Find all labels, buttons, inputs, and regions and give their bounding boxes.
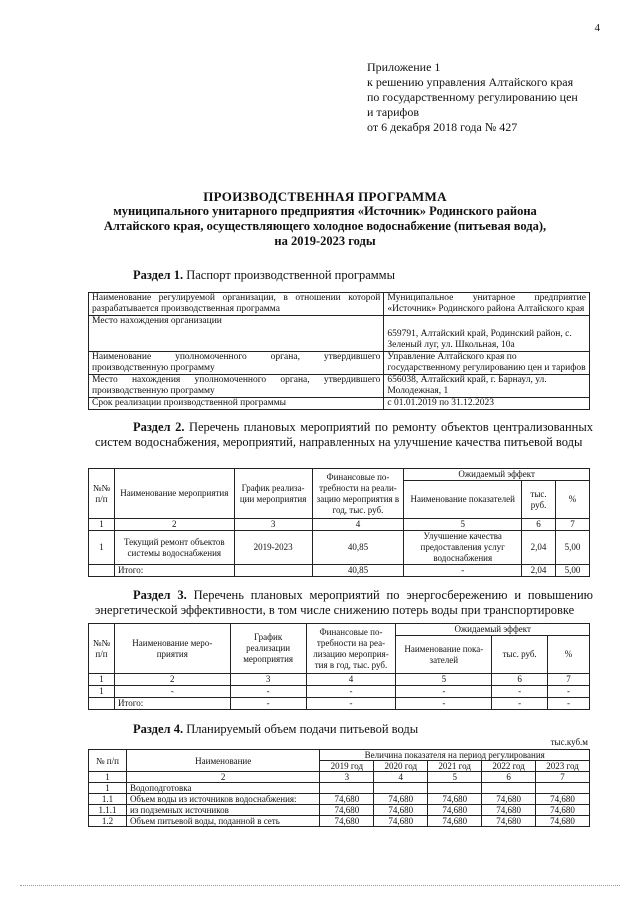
table-cell: 2 xyxy=(114,674,230,686)
table-cell: 6 xyxy=(522,519,556,531)
header-cell: тыс. руб. xyxy=(492,636,548,674)
header-cell: Наименование пока-зателей xyxy=(396,636,492,674)
table-cell: 74,680 xyxy=(374,794,428,805)
table-cell: 2 xyxy=(126,772,319,783)
header-cell: Наименование показателей xyxy=(404,481,522,519)
table-cell: Улучшение качества предоставления услуг водоснабжения xyxy=(404,531,522,565)
appendix-line: от 6 декабря 2018 года № 427 xyxy=(367,120,518,134)
table-cell: 5 xyxy=(428,772,482,783)
table-cell: 4 xyxy=(306,674,396,686)
table-cell: Наименование уполномоченного органа, утвердившего производственную программу xyxy=(89,352,384,375)
table-row xyxy=(89,794,590,805)
table-cell: 7 xyxy=(548,674,590,686)
table-cell: 74,680 xyxy=(320,816,374,827)
header-cell: Наименование меро-приятия xyxy=(114,624,230,674)
table-cell: 3 xyxy=(230,674,306,686)
table-cell xyxy=(89,565,115,577)
section1-heading xyxy=(133,268,395,283)
table-cell: 1.2 xyxy=(89,816,127,827)
section3-label: Раздел 3. xyxy=(133,588,187,602)
header-cell: Ожидаемый эффект xyxy=(396,624,590,636)
table-cell: 40,85 xyxy=(312,565,404,577)
table-cell: 74,680 xyxy=(320,805,374,816)
section3-text: Перечень плановых мероприятий по энергосбережению и повышению энергетической эффективности, в том числе снижению потерь воды при транспортировке xyxy=(95,588,594,617)
table-cell: 3 xyxy=(234,519,312,531)
column-number-row xyxy=(89,772,590,783)
table-cell: 2019-2023 xyxy=(234,531,312,565)
table-cell: 6 xyxy=(482,772,536,783)
table-header-row xyxy=(89,750,590,761)
table-cell xyxy=(320,783,374,794)
table-row xyxy=(89,783,590,794)
table-cell: с 01.01.2019 по 31.12.2023 xyxy=(384,398,590,410)
header-cell: % xyxy=(548,636,590,674)
passport-table xyxy=(88,292,590,410)
header-cell: % xyxy=(556,481,590,519)
table-cell: 5 xyxy=(404,519,522,531)
table-cell: 74,680 xyxy=(482,794,536,805)
table-cell: - xyxy=(114,686,230,698)
header-cell: № п/п xyxy=(89,750,127,772)
appendix-line: и тарифов xyxy=(367,105,420,119)
table-cell: 2 xyxy=(114,519,234,531)
table-cell: 1 xyxy=(89,686,115,698)
table-cell: 7 xyxy=(556,519,590,531)
table-cell xyxy=(536,783,590,794)
table-cell: 74,680 xyxy=(536,794,590,805)
section3-heading xyxy=(95,588,593,618)
table-cell: Текущий ремонт объектов системы водоснабжения xyxy=(114,531,234,565)
table-row xyxy=(89,805,590,816)
table-header-row xyxy=(89,469,590,481)
table-cell: 74,680 xyxy=(482,816,536,827)
table-cell: 74,680 xyxy=(428,794,482,805)
title-line: Алтайского края, осуществляющего холодное водоснабжение (питьевая вода), xyxy=(103,219,547,233)
table-row xyxy=(89,398,590,410)
table-cell: 4 xyxy=(312,519,404,531)
table-cell: 74,680 xyxy=(536,816,590,827)
table-cell: из подземных источников xyxy=(126,805,319,816)
table-cell: - xyxy=(548,698,590,710)
table-row xyxy=(89,375,590,398)
table-row xyxy=(89,293,590,316)
appendix-line: Приложение 1 xyxy=(367,60,441,74)
table-cell: 74,680 xyxy=(374,816,428,827)
table-cell: 74,680 xyxy=(536,805,590,816)
table-cell: 1 xyxy=(89,783,127,794)
table-row xyxy=(89,531,590,565)
title-main: ПРОИЗВОДСТВЕННАЯ ПРОГРАММА xyxy=(203,189,447,204)
table-cell: 1 xyxy=(89,519,115,531)
table-cell: - xyxy=(230,686,306,698)
header-cell: Финансовые по-требности на реа-лизацию мероприя-тия в год, тыс. руб. xyxy=(306,624,396,674)
table-cell: - xyxy=(396,698,492,710)
table-cell: Объем питьевой воды, поданной в сеть xyxy=(126,816,319,827)
table-cell: 1 xyxy=(89,772,127,783)
table-cell: 6 xyxy=(492,674,548,686)
total-row xyxy=(89,565,590,577)
appendix-line: по государственному регулированию цен xyxy=(367,90,578,104)
table-row xyxy=(89,686,590,698)
page-bottom-divider xyxy=(20,885,620,886)
header-cell: 2020 год xyxy=(374,761,428,772)
table-cell: - xyxy=(492,698,548,710)
header-cell: тыс. руб. xyxy=(522,481,556,519)
table-cell: 74,680 xyxy=(320,794,374,805)
table-cell: - xyxy=(548,686,590,698)
section1-text: Паспорт производственной программы xyxy=(186,268,395,282)
header-cell: Величина показателя на период регулирования xyxy=(320,750,590,761)
section2-label: Раздел 2. xyxy=(133,420,185,434)
section4-heading xyxy=(133,722,418,737)
table-cell: Объем воды из источников водоснабжения: xyxy=(126,794,319,805)
table-cell xyxy=(374,783,428,794)
table-cell: 74,680 xyxy=(482,805,536,816)
table-cell: - xyxy=(230,698,306,710)
header-cell: 2022 год xyxy=(482,761,536,772)
table-cell: 656038, Алтайский край, г. Барнаул, ул. Молодежная, 1 xyxy=(384,375,590,398)
table-cell: - xyxy=(306,686,396,698)
appendix-line: к решению управления Алтайского края xyxy=(367,75,574,89)
header-cell: Финансовые по-требности на реали-зацию мероприятия в год, тыс. руб. xyxy=(312,469,404,519)
title-line: на 2019-2023 годы xyxy=(274,234,376,248)
appendix-block xyxy=(367,60,578,135)
table-cell: - xyxy=(404,565,522,577)
table-cell: 3 xyxy=(320,772,374,783)
table-row xyxy=(89,816,590,827)
table-cell: 4 xyxy=(374,772,428,783)
document-title xyxy=(60,189,590,249)
table-row xyxy=(89,316,590,352)
table-cell: 5 xyxy=(396,674,492,686)
table-row xyxy=(89,352,590,375)
section2-heading xyxy=(95,420,593,450)
section4-label: Раздел 4. xyxy=(133,722,184,736)
table-cell: - xyxy=(492,686,548,698)
energy-measures-table xyxy=(88,623,590,710)
table-cell: Место нахождения организации xyxy=(89,316,384,352)
table-cell xyxy=(428,783,482,794)
header-cell: Наименование xyxy=(126,750,319,772)
table-cell: 1.1.1 xyxy=(89,805,127,816)
header-cell: Наименование мероприятия xyxy=(114,469,234,519)
repair-measures-table xyxy=(88,468,590,577)
table-cell: 5,00 xyxy=(556,531,590,565)
table-cell: 74,680 xyxy=(374,805,428,816)
table-cell: Срок реализации производственной программы xyxy=(89,398,384,410)
table-cell: 40,85 xyxy=(312,531,404,565)
table-cell xyxy=(89,698,115,710)
header-cell: 2019 год xyxy=(320,761,374,772)
column-number-row xyxy=(89,674,590,686)
table-cell: 74,680 xyxy=(428,805,482,816)
header-cell: 2023 год xyxy=(536,761,590,772)
table-header-row xyxy=(89,624,590,636)
table-cell xyxy=(234,565,312,577)
section2-text: Перечень плановых мероприятий по ремонту объектов централизованных систем водоснабжения, мероприятий, направленных на улучшение качества питьевой воды xyxy=(95,420,593,449)
water-supply-table xyxy=(88,749,590,827)
table-cell: 1 xyxy=(89,674,115,686)
table-cell: - xyxy=(306,698,396,710)
table-cell: 1.1 xyxy=(89,794,127,805)
table-cell: Муниципальное унитарное предприятие «Источник» Родинского района Алтайского края xyxy=(384,293,590,316)
header-cell: №№ п/п xyxy=(89,624,115,674)
table-cell: Итого: xyxy=(114,565,234,577)
section1-label: Раздел 1. xyxy=(133,268,184,282)
table-cell: 659791, Алтайский край, Родинский район, с. Зеленый луг, ул. Школьная, 10а xyxy=(384,316,590,352)
header-cell: График реализа-ции мероприятия xyxy=(234,469,312,519)
header-cell: 2021 год xyxy=(428,761,482,772)
table-cell: 74,680 xyxy=(428,816,482,827)
table-cell: 1 xyxy=(89,531,115,565)
table-cell: 7 xyxy=(536,772,590,783)
table-cell: Управление Алтайского края по государственному регулированию цен и тарифов xyxy=(384,352,590,375)
column-number-row xyxy=(89,519,590,531)
table-cell: Место нахождения уполномоченного органа, утвердившего производственную программу xyxy=(89,375,384,398)
table-cell: 2,04 xyxy=(522,531,556,565)
table-cell: Наименование регулируемой организации, в отношении которой разрабатывается производственная программа xyxy=(89,293,384,316)
table-cell: 2,04 xyxy=(522,565,556,577)
page-number: 4 xyxy=(594,22,600,34)
header-cell: №№ п/п xyxy=(89,469,115,519)
header-cell: Ожидаемый эффект xyxy=(404,469,590,481)
table-cell: 5,00 xyxy=(556,565,590,577)
table-cell xyxy=(482,783,536,794)
unit-label: тыс.куб.м xyxy=(550,737,588,747)
table-cell: Водоподготовка xyxy=(126,783,319,794)
table-cell: Итого: xyxy=(114,698,230,710)
title-line: муниципального унитарного предприятия «Источник» Родинского района xyxy=(113,204,537,218)
section4-text: Планируемый объем подачи питьевой воды xyxy=(186,722,419,736)
total-row xyxy=(89,698,590,710)
table-cell: - xyxy=(396,686,492,698)
header-cell: График реализации мероприятия xyxy=(230,624,306,674)
